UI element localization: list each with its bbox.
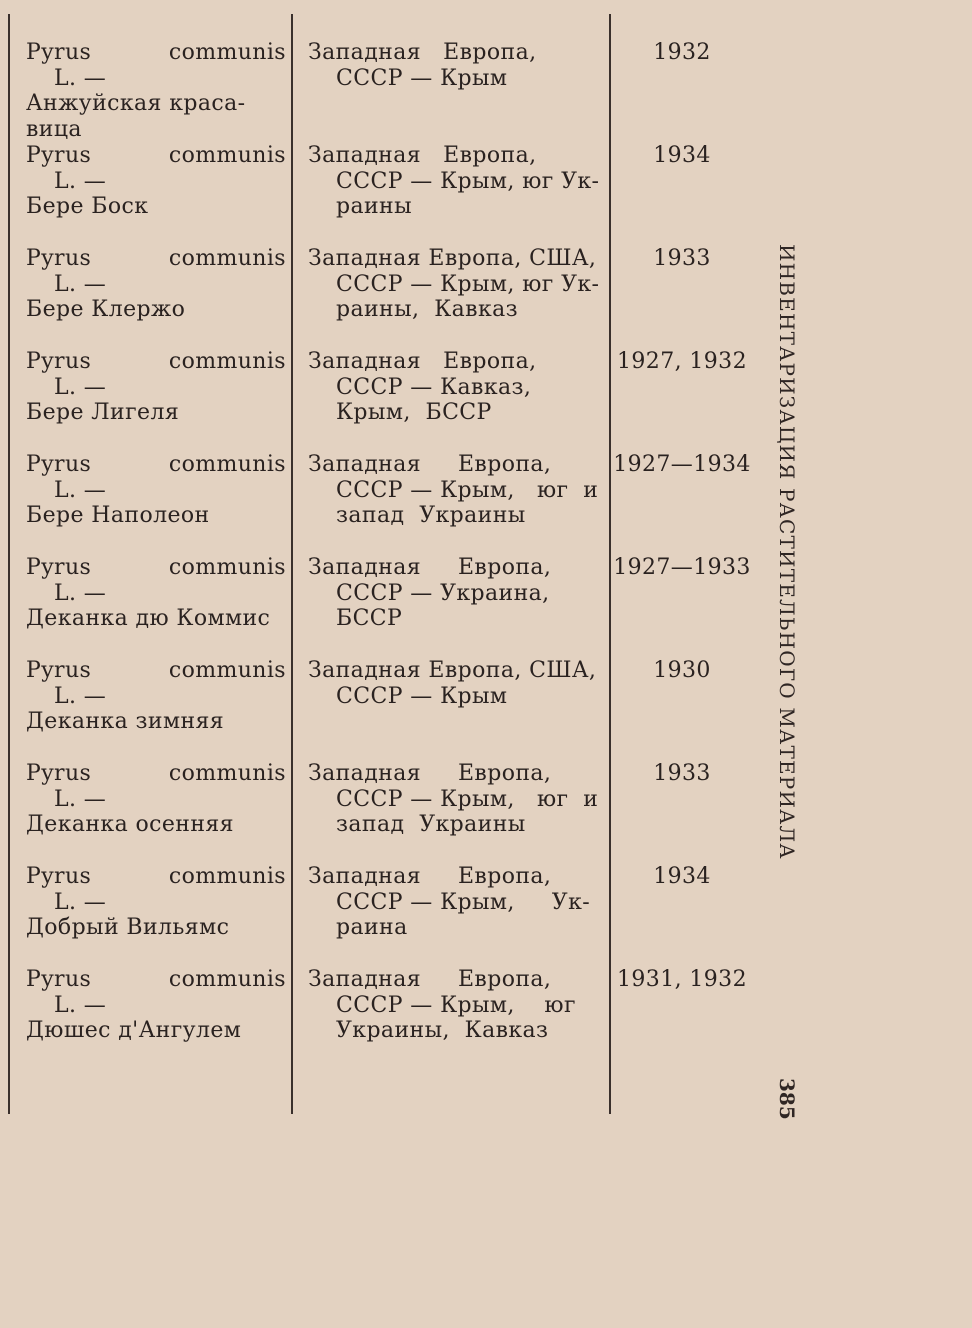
- species-author: L. —: [54, 683, 107, 709]
- origin-cell: [308, 143, 606, 220]
- origin-line: Западная Европа,: [308, 761, 552, 786]
- running-title: ИНВЕНТАРИЗАЦИЯ РАСТИТЕЛЬНОГО МАТЕРИАЛА: [775, 244, 799, 860]
- species-author: L. —: [54, 374, 107, 400]
- years-cell: 1927—1934: [613, 452, 751, 477]
- species-author: L. —: [54, 992, 107, 1018]
- species-epithet: communis: [168, 40, 286, 65]
- origin-line: запад Украины: [336, 812, 526, 837]
- species-author: L. —: [54, 786, 107, 812]
- origin-line: раины, Кавказ: [336, 297, 519, 322]
- origin-line: запад Украины: [336, 503, 526, 528]
- variety-name-cell: [26, 967, 286, 1044]
- cultivar-name: Деканка зимняя: [26, 709, 225, 734]
- origin-line: Западная Европа,: [308, 349, 537, 374]
- species-epithet: communis: [168, 864, 286, 889]
- species-epithet: communis: [168, 555, 286, 580]
- species-name: Pyrus: [26, 246, 92, 271]
- origin-line: раины: [336, 194, 413, 219]
- origin-line: СССР — Крым: [336, 683, 508, 709]
- origin-line: СССР — Крым, юг Ук-: [336, 271, 600, 297]
- origin-line: Западная Европа,: [308, 452, 552, 477]
- origin-line: СССР — Крым, юг и: [336, 477, 599, 503]
- species-name: Pyrus: [26, 761, 92, 786]
- species-name: Pyrus: [26, 452, 92, 477]
- species-name: Pyrus: [26, 349, 92, 374]
- origin-line: СССР — Крым, юг Ук-: [336, 168, 600, 194]
- cultivar-name: Деканка дю Коммис: [26, 606, 271, 631]
- origin-line: СССР — Крым, юг и: [336, 786, 599, 812]
- years-cell: 1934: [653, 143, 711, 168]
- table-row: [0, 452, 760, 555]
- origin-line: Западная Европа, США,: [308, 658, 597, 683]
- years-cell: 1933: [653, 246, 711, 271]
- species-epithet: communis: [168, 349, 286, 374]
- origin-line: раина: [336, 915, 408, 940]
- species-author: L. —: [54, 168, 107, 194]
- years-cell: 1930: [653, 658, 711, 683]
- origin-line: БССР: [336, 606, 403, 631]
- species-epithet: communis: [168, 143, 286, 168]
- species-name: Pyrus: [26, 40, 92, 65]
- origin-line: Западная Европа,: [308, 40, 537, 65]
- origin-line: Украины, Кавказ: [336, 1018, 549, 1043]
- origin-line: СССР — Кавказ,: [336, 374, 532, 400]
- table-row: [0, 761, 760, 864]
- cultivar-name: Бере Клержо: [26, 297, 186, 322]
- species-epithet: communis: [168, 658, 286, 683]
- variety-name-cell: [26, 761, 286, 838]
- species-name: Pyrus: [26, 864, 92, 889]
- years-cell: 1927—1933: [613, 555, 751, 580]
- origin-cell: [308, 40, 606, 91]
- species-epithet: communis: [168, 452, 286, 477]
- origin-cell: [308, 246, 606, 323]
- species-epithet: communis: [168, 246, 286, 271]
- origin-cell: [308, 349, 606, 426]
- years-cell: 1931, 1932: [617, 967, 747, 992]
- species-name: Pyrus: [26, 967, 92, 992]
- origin-line: СССР — Крым, юг: [336, 992, 576, 1018]
- variety-name-cell: [26, 452, 286, 529]
- species-author: L. —: [54, 477, 107, 503]
- cultivar-name-cont: вица: [26, 116, 82, 142]
- table-row: [0, 864, 760, 967]
- table-row: [0, 143, 760, 246]
- origin-cell: [308, 555, 606, 632]
- table-row: [0, 967, 760, 1070]
- origin-cell: [308, 658, 606, 709]
- cultivar-name: Бере Наполеон: [26, 503, 210, 528]
- species-author: L. —: [54, 271, 107, 297]
- species-epithet: communis: [168, 761, 286, 786]
- variety-name-cell: [26, 246, 286, 323]
- species-author: L. —: [54, 889, 107, 915]
- origin-line: СССР — Крым, Ук-: [336, 889, 591, 915]
- origin-line: Западная Европа,: [308, 967, 552, 992]
- origin-line: Западная Европа,: [308, 555, 552, 580]
- species-name: Pyrus: [26, 555, 92, 580]
- years-cell: 1934: [653, 864, 711, 889]
- species-author: L. —: [54, 65, 107, 91]
- cultivar-name: Дюшес д'Ангулем: [26, 1018, 242, 1043]
- species-epithet: communis: [168, 967, 286, 992]
- origin-line: Западная Европа,: [308, 864, 552, 889]
- species-author: L. —: [54, 580, 107, 606]
- variety-name-cell: [26, 40, 286, 142]
- table-row: [0, 40, 760, 143]
- cultivar-name: Бере Боск: [26, 194, 149, 219]
- variety-name-cell: [26, 349, 286, 426]
- species-name: Pyrus: [26, 143, 92, 168]
- origin-cell: [308, 761, 606, 838]
- variety-name-cell: [26, 143, 286, 220]
- variety-name-cell: [26, 864, 286, 941]
- table-row: [0, 246, 760, 349]
- origin-cell: [308, 967, 606, 1044]
- origin-line: Западная Европа, США,: [308, 246, 597, 271]
- cultivar-name: Добрый Вильямс: [26, 915, 230, 940]
- table-row: [0, 349, 760, 452]
- table-row: [0, 555, 760, 658]
- years-cell: 1932: [653, 40, 711, 65]
- species-name: Pyrus: [26, 658, 92, 683]
- origin-cell: [308, 452, 606, 529]
- origin-line: СССР — Крым: [336, 65, 508, 91]
- cultivar-name: Бере Лигеля: [26, 400, 180, 425]
- origin-line: Крым, БССР: [336, 400, 492, 425]
- years-cell: 1927, 1932: [617, 349, 747, 374]
- origin-cell: [308, 864, 606, 941]
- table-row: [0, 658, 760, 761]
- variety-name-cell: [26, 555, 286, 632]
- cultivar-name: Анжуйская краса-: [26, 91, 246, 116]
- page-number: 385: [775, 1078, 799, 1120]
- origin-line: СССР — Украина,: [336, 580, 550, 606]
- cultivar-name: Деканка осенняя: [26, 812, 234, 837]
- origin-line: Западная Европа,: [308, 143, 537, 168]
- years-cell: 1933: [653, 761, 711, 786]
- variety-name-cell: [26, 658, 286, 735]
